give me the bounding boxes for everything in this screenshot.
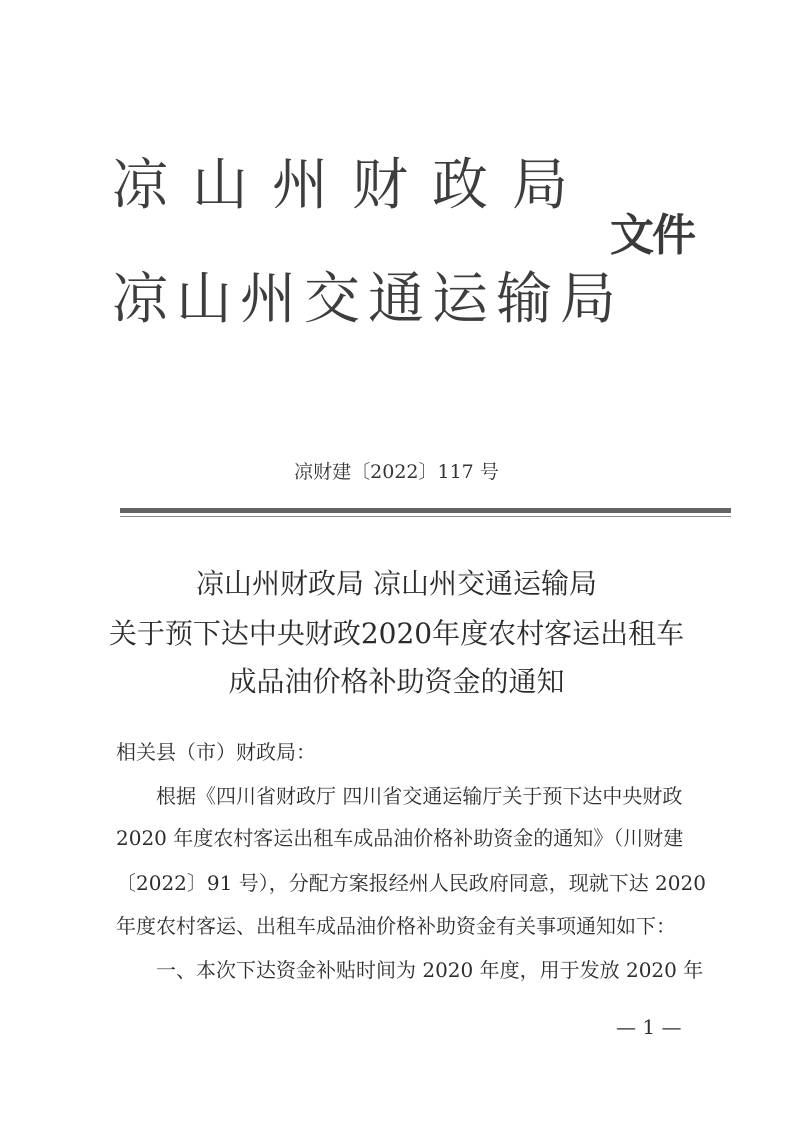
- paragraph-line: 2020 年度农村客运出租车成品油价格补助资金的通知》（川财建: [116, 826, 684, 850]
- paragraph-line: 根据《四川省财政厅 四川省交通运输厅关于预下达中央财政: [156, 784, 683, 808]
- issuer-name-finance-bureau: 凉山州财政局: [112, 153, 592, 218]
- document-title-line-2: 关于预下达中央财政2020年度农村客运出租车: [108, 617, 685, 650]
- paragraph-line: 一、本次下达资金补贴时间为 2020 年度，用于发放 2020 年: [156, 958, 704, 982]
- issuer-name-transport-bureau: 凉山州交通运输局: [112, 267, 624, 332]
- paragraph-line: 〔2022〕91 号），分配方案报经州人民政府同意，现就下达 2020: [116, 871, 706, 895]
- document-number: 凉财建〔2022〕117 号: [294, 461, 499, 483]
- paragraph-line: 年度农村客运、出租车成品油价格补助资金有关事项通知如下：: [116, 914, 676, 938]
- document-title-line-1: 凉山州财政局 凉山州交通运输局: [196, 567, 597, 600]
- header-separator-thin-rule: [120, 516, 731, 517]
- addressee-line: 相关县（市）财政局：: [116, 740, 316, 764]
- document-type-label: 文件: [610, 210, 694, 261]
- page-number: — 1 —: [616, 1015, 682, 1039]
- document-title-line-3: 成品油价格补助资金的通知: [228, 665, 565, 698]
- header-separator-rule: [120, 508, 731, 513]
